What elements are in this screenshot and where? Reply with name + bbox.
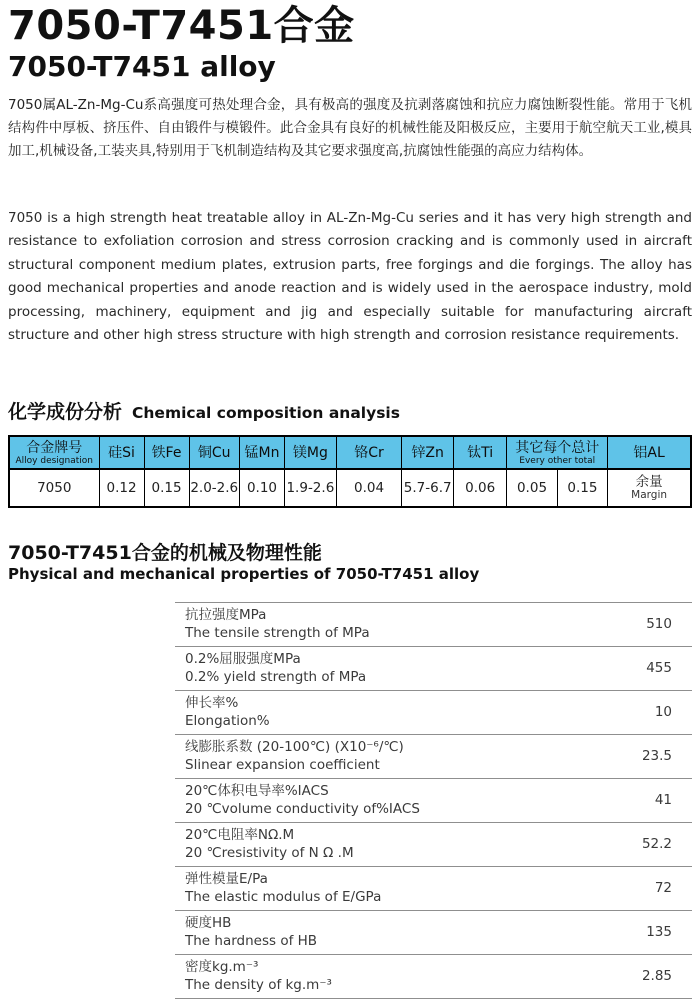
composition-header-cell: 锌Zn: [402, 436, 454, 469]
property-value: 23.5: [641, 747, 672, 764]
composition-heading-en: Chemical composition analysis: [132, 403, 400, 422]
composition-header-cell: 锰Mn: [239, 436, 284, 469]
property-label-zh: 20℃电阻率NΩ.M: [185, 826, 295, 843]
property-value: 455: [646, 659, 672, 676]
property-label-en: The tensile strength of MPa: [185, 624, 370, 641]
intro-paragraph-zh: 7050属AL-Zn-Mg-Cu系高强度可热处理合金，具有极高的强度及抗剥落腐蚀和抗应力腐蚀断裂性能。常用于飞机结构件中厚板、挤压件、自由锻件与模锻件。此合金具有良好的机械性能及阳极反应，主要用于航空航天工业,模具加工,机械设备,工装夹具,特别用于飞机制造结构及其它要求强度高,抗腐蚀性能强的高应力结构体。: [8, 96, 692, 159]
composition-data-cell: 1.9-2.6: [284, 469, 336, 507]
property-label-en: 0.2% yield strength of MPa: [185, 668, 367, 685]
composition-data-cell: 0.04: [336, 469, 401, 507]
composition-data-cell: 0.15: [557, 469, 607, 507]
property-labels: [185, 782, 597, 818]
composition-header-cell: 镁Mg: [284, 436, 336, 469]
property-row: [175, 734, 692, 778]
property-row: [175, 910, 692, 954]
property-labels: [185, 958, 597, 994]
property-label-zh: 硬度HB: [185, 914, 232, 931]
property-labels: [185, 738, 597, 774]
composition-heading-zh: 化学成份分析: [8, 400, 123, 423]
property-label-en: 20 ℃resistivity of N Ω .M: [185, 844, 354, 861]
composition-remainder-cell: 余量 Margin: [608, 469, 691, 507]
composition-section-heading: [8, 397, 692, 424]
property-labels: [185, 870, 597, 906]
property-row: [175, 690, 692, 734]
composition-header-cell: 钛Ti: [454, 436, 507, 469]
property-label-en: The hardness of HB: [185, 932, 318, 949]
composition-data-cell: 5.7-6.7: [402, 469, 454, 507]
composition-header-row: [9, 436, 691, 469]
composition-data-cell: 0.06: [454, 469, 507, 507]
composition-data-row: [9, 469, 691, 507]
intro-paragraph-en: 7050 is a high strength heat treatable alloy in AL-Zn-Mg-Cu series and it has very high strength and resistance to exfoliation corrosion and stress corrosion cracking and is commonly used in aircraft structural component medium plates, extrusion parts, free forgings and die forgings. The alloy has good mechanical properties and anode reaction and is widely used in the aerospace industry, mold processing, machinery, equipment and jig and especially suitable for manufacturing aircraft structure and other high stress structure with high strength and corrosion resistance requirements.: [8, 209, 692, 344]
property-label-en: The elastic modulus of E/GPa: [185, 888, 382, 905]
property-label-zh: 0.2%屈服强度MPa: [185, 650, 301, 667]
composition-header-cell: 铬Cr: [336, 436, 401, 469]
property-labels: [185, 914, 597, 950]
composition-data-cell: 7050: [9, 469, 99, 507]
composition-header-cell: 其它每个总计 Every other total: [507, 436, 608, 469]
composition-header-cell: 硅Si: [99, 436, 144, 469]
composition-table: [8, 435, 692, 508]
composition-data-cell: 0.12: [99, 469, 144, 507]
property-labels: [185, 606, 597, 642]
property-label-zh: 线膨胀系数 (20-100℃) (X10⁻⁶/℃): [185, 738, 404, 755]
property-label-zh: 20℃体积电导率%IACS: [185, 782, 329, 799]
property-row: [175, 602, 692, 646]
property-labels: [185, 650, 597, 686]
property-value: 10: [654, 703, 672, 720]
property-value: 72: [654, 879, 672, 896]
property-label-en: Slinear expansion coefficient: [185, 756, 380, 773]
property-row: [175, 822, 692, 866]
composition-data-cell: 0.10: [239, 469, 284, 507]
composition-header-cell: 合金牌号 Alloy designation: [9, 436, 99, 469]
property-label-en: Elongation%: [185, 712, 270, 729]
property-value: 510: [646, 615, 672, 632]
composition-header-cell: 铜Cu: [189, 436, 239, 469]
properties-section-heading: [8, 542, 692, 585]
composition-data-cell: 2.0-2.6: [189, 469, 239, 507]
properties-heading-en: Physical and mechanical properties of 7050-T7451 alloy: [8, 565, 480, 584]
properties-heading-zh: 7050-T7451合金的机械及物理性能: [8, 541, 322, 564]
property-label-en: 20 ℃volume conductivity of%IACS: [185, 800, 420, 817]
property-value: 52.2: [641, 835, 672, 852]
properties-table: [175, 602, 692, 999]
composition-header-cell: 铝AL: [608, 436, 691, 469]
property-label-zh: 弹性模量E/Pa: [185, 870, 268, 887]
property-value: 2.85: [641, 967, 672, 984]
property-label-zh: 伸长率%: [185, 694, 239, 711]
property-row: [175, 866, 692, 910]
property-row: [175, 778, 692, 822]
property-labels: [185, 694, 597, 730]
composition-data-cell: 0.15: [144, 469, 189, 507]
property-row: [175, 954, 692, 999]
page-subtitle: 7050-T7451 alloy: [8, 49, 276, 83]
property-label-en: The density of kg.m⁻³: [185, 976, 332, 993]
page-title: 7050-T7451合金: [8, 3, 355, 49]
composition-header-cell: 铁Fe: [144, 436, 189, 469]
property-value: 41: [654, 791, 672, 808]
property-label-zh: 密度kg.m⁻³: [185, 958, 259, 975]
property-row: [175, 646, 692, 690]
composition-data-cell: 0.05: [507, 469, 557, 507]
property-labels: [185, 826, 597, 862]
property-value: 135: [646, 923, 672, 940]
property-label-zh: 抗拉强度MPa: [185, 606, 267, 623]
